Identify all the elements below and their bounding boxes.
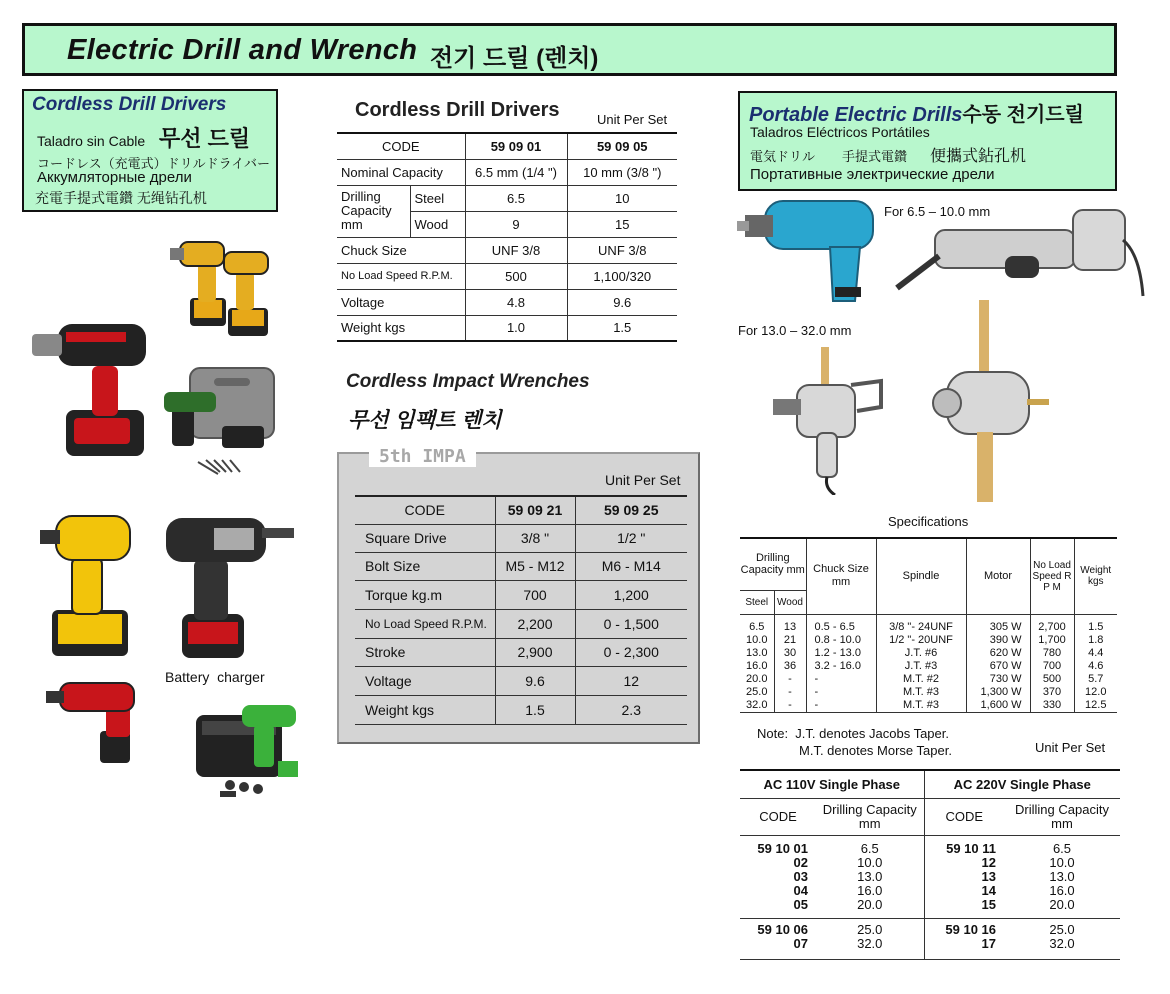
cell-value: 13.0: [1049, 868, 1075, 884]
portable-box-heading-korean: 수동 전기드릴: [962, 104, 1084, 126]
table-row: [740, 918, 1120, 937]
cell-value: 3.2 - 16.0: [814, 659, 861, 672]
cell-value: 6.5 mm (1/4 "): [475, 164, 557, 180]
cell-value: -: [814, 685, 819, 698]
ac-code-table: [740, 769, 1120, 960]
cell-value: 32.0: [746, 698, 768, 711]
row-label: Square Drive: [365, 530, 447, 546]
table-row: [740, 614, 1117, 634]
cell-value: 6.5: [860, 840, 879, 856]
cell-value: 4.4: [1088, 646, 1104, 659]
cell-value: 12.5: [1085, 698, 1107, 711]
cell-value: J.T. #3: [904, 659, 938, 672]
row-label: Drilling Capacity mm: [341, 189, 392, 232]
watermark-label: 5th IMPA: [369, 446, 476, 467]
table-row: [740, 634, 1117, 647]
cell-value: 1.5: [525, 701, 545, 718]
cell-value: 13: [981, 868, 996, 884]
cell-value: 10.0: [1049, 854, 1075, 870]
table-row: [740, 798, 1120, 835]
cell-value: UNF 3/8: [491, 242, 541, 258]
cell-value: 02: [793, 854, 808, 870]
impact-wrench-photo-red: [44, 679, 138, 767]
table-row: [355, 638, 687, 666]
specs-unit: Unit Per Set: [1035, 740, 1106, 755]
row-label: Voltage: [365, 672, 412, 689]
cell-value: 670 W: [989, 659, 1022, 672]
cell-value: 370: [1042, 685, 1062, 698]
portable-drill-photo-blue: [735, 193, 885, 313]
cell-value: 2.3: [621, 701, 641, 718]
cell-value: 0 - 2,300: [603, 644, 659, 660]
cell-value: 20.0: [746, 672, 768, 685]
drill-kit-case-photo: [158, 366, 278, 478]
cell-value: 700: [1042, 659, 1062, 672]
page-title: Electric Drill and Wrench: [67, 34, 418, 66]
cell-value: 390 W: [989, 633, 1022, 646]
column-header: Drilling Capacity mm: [740, 552, 805, 577]
portable-drill-photo-silver-spade: [765, 345, 885, 495]
wrench-spec-table: [355, 495, 687, 725]
cell-value: 10.0: [857, 854, 883, 870]
column-header: Motor: [983, 570, 1013, 583]
cell-value: 21: [783, 633, 797, 646]
wrench-kit-case-photo: [192, 703, 300, 801]
cell-value: 1.8: [1088, 633, 1104, 646]
cell-value: 15: [981, 896, 996, 912]
portable-drill-photo-silver-large: [925, 298, 1055, 508]
table-row: [740, 647, 1117, 660]
wrench-heading-korean: 무선 임팩트 렌치: [348, 409, 502, 432]
cell-value: 14: [981, 882, 996, 898]
cell-value: 305 W: [989, 620, 1022, 633]
table-row: [355, 496, 687, 524]
table-row: [740, 770, 1120, 798]
table-row: [740, 660, 1117, 673]
cell-value: 13.0: [746, 646, 768, 659]
table-row: [337, 263, 677, 289]
code-header: CODE: [404, 502, 445, 519]
cordless-drill-photo-black-red: [30, 318, 150, 463]
cell-value: M.T. #3: [902, 685, 940, 698]
cell-value: 32.0: [1049, 935, 1075, 951]
cell-value: 1,600 W: [980, 698, 1022, 711]
cell-value: 2,900: [517, 644, 553, 660]
column-header: CODE: [945, 809, 984, 824]
table-row: [355, 552, 687, 580]
cell-value: 36: [783, 659, 797, 672]
cell-value: 4.8: [506, 294, 526, 310]
cell-value: -: [814, 672, 819, 685]
cell-value: 10.0: [746, 633, 768, 646]
cell-value: 2,700: [1038, 620, 1066, 633]
column-header: Spindle: [902, 570, 940, 583]
cell-value: 04: [793, 882, 808, 898]
cell-value: 1/2 "- 20UNF: [889, 633, 953, 646]
table-row: [337, 237, 677, 263]
code-header: CODE: [381, 138, 420, 154]
table-row: [355, 580, 687, 609]
wrench-heading: Cordless Impact Wrenches: [346, 371, 590, 392]
cordless-box-ja: コードレス（充電式）ドリルドライバー: [37, 156, 270, 171]
cordless-drill-photo-yellow: [168, 228, 273, 343]
column-header: Wood: [777, 596, 803, 608]
cordless-box-es: Taladro sin Cable: [37, 133, 146, 149]
row-label: Bolt Size: [365, 558, 421, 574]
cell-value: 1,100/320: [593, 268, 652, 284]
portable-label-box: [738, 91, 1117, 191]
impact-wrench-photo-black: [162, 514, 297, 662]
drill-table-heading: Cordless Drill Drivers: [355, 99, 560, 121]
table-row: [740, 884, 1120, 898]
table-row: [740, 898, 1120, 919]
column-header: Chuck Size mm: [813, 563, 869, 589]
title-banner: [22, 23, 1117, 76]
cell-value: 9.6: [525, 672, 545, 689]
cell-value: 07: [793, 935, 808, 951]
cell-value: 1.5: [1088, 620, 1104, 633]
table-row: [740, 870, 1120, 884]
table-row: [337, 133, 677, 159]
cell-value: 780: [1042, 646, 1062, 659]
cell-value: -: [788, 672, 792, 685]
row-label: Nominal Capacity: [341, 164, 443, 180]
cell-value: 0 - 1,500: [603, 615, 659, 632]
cell-value: 0.5 - 6.5: [814, 620, 855, 633]
cell-value: M.T. #2: [902, 672, 940, 685]
cell-value: 25.0: [746, 685, 768, 698]
cell-value: M5 - M12: [505, 558, 565, 574]
portable-drill-photo-silver-long: [895, 200, 1145, 300]
table-row: [355, 695, 687, 724]
code-cell: 59 09 21: [507, 502, 563, 519]
cell-value: 1/2 ": [617, 530, 646, 546]
cordless-box-zh: 充電手提式電鑽 无绳钻孔机: [35, 190, 207, 206]
row-label: Torque kg.m: [365, 586, 443, 603]
cell-value: J.T. #6: [904, 646, 938, 659]
cell-value: 20.0: [857, 896, 883, 912]
cordless-box-heading: Cordless Drill Drivers: [32, 94, 227, 115]
cell-value: 1.5: [613, 320, 632, 336]
cell-value: 330: [1042, 698, 1062, 711]
code-cell: 59 09 01: [490, 138, 542, 154]
table-row: [740, 538, 1117, 590]
portable-box-es: Taladros Eléctricos Portátiles: [750, 124, 930, 140]
column-header: CODE: [759, 809, 797, 824]
cell-value: 5.7: [1088, 672, 1104, 685]
cell-value: 59 10 01: [757, 840, 808, 856]
cell-value: -: [788, 698, 792, 711]
cell-value: 59 10 11: [946, 840, 996, 856]
column-header: Steel: [745, 596, 769, 608]
table-row: [337, 315, 677, 341]
cell-value: 3/8 ": [520, 530, 550, 546]
page-title-korean: 전기 드릴 (렌치): [430, 45, 599, 72]
cell-value: 0.8 - 10.0: [814, 633, 861, 646]
cell-value: 20.0: [1049, 896, 1075, 912]
portable-box-zh2: 便攜式鉆孔机: [930, 148, 1027, 165]
cell-value: UNF 3/8: [598, 242, 647, 258]
cell-value: 700: [523, 586, 547, 603]
row-label: Stroke: [365, 644, 406, 660]
cell-value: 25.0: [1049, 921, 1075, 937]
cell-value: -: [788, 685, 792, 698]
cell-value: M.T. #3: [902, 698, 940, 711]
cell-value: 05: [793, 896, 808, 912]
column-header: Drilling Capacity mm: [1015, 801, 1109, 831]
cell-value: 03: [793, 868, 808, 884]
cell-value: 1.2 - 13.0: [814, 646, 861, 659]
cordless-box-ko: 무선 드릴: [159, 126, 251, 151]
cell-value: 59 10 06: [757, 921, 808, 937]
cell-value: 730 W: [989, 672, 1022, 685]
code-cell: 59 09 25: [604, 502, 659, 519]
cell-value: 6.5: [506, 190, 526, 206]
cell-value: 1,300 W: [980, 685, 1022, 698]
note-jacobs-taper: Note: J.T. denotes Jacobs Taper.: [757, 726, 949, 741]
cell-value: 12.0: [1085, 685, 1107, 698]
specs-table: [740, 537, 1117, 713]
drill-table-unit: Unit Per Set: [597, 112, 668, 127]
cordless-label-box: [22, 89, 278, 212]
cell-value: 9.6: [613, 294, 632, 310]
specs-body: [740, 614, 1117, 712]
ac110-header: AC 110V Single Phase: [763, 776, 901, 792]
column-header: Drilling Capacity mm: [822, 801, 917, 831]
cell-value: 10 mm (3/8 "): [583, 164, 662, 180]
portable-box-heading: Portable Electric Drills: [749, 104, 963, 126]
cell-value: 12: [623, 672, 640, 689]
cell-value: 2,200: [517, 615, 553, 632]
cell-value: 16.0: [746, 659, 768, 672]
range-label-small: For 6.5 – 10.0 mm: [884, 204, 991, 219]
table-row: [740, 699, 1117, 713]
cell-value: 620 W: [989, 646, 1022, 659]
table-row: [355, 609, 687, 638]
cell-value: 13: [783, 620, 797, 633]
table-row: [337, 159, 677, 185]
impact-wrench-photo-yellow: [38, 510, 138, 662]
specs-title: Specifications: [888, 514, 969, 529]
table-row: [740, 686, 1117, 699]
cell-value: 500: [505, 268, 527, 284]
range-label-large: For 13.0 – 32.0 mm: [738, 323, 852, 338]
cell-value: 4.6: [1088, 659, 1104, 672]
row-label: No Load Speed R.P.M.: [341, 270, 453, 282]
table-row: [740, 856, 1120, 870]
column-header: Weight kgs: [1080, 565, 1112, 588]
table-row: [740, 673, 1117, 686]
cell-value: -: [814, 698, 819, 711]
code-cell: 59 09 05: [596, 138, 648, 154]
table-row: [740, 835, 1120, 856]
cell-value: M6 - M14: [601, 558, 661, 574]
cell-value: 15: [615, 216, 630, 232]
cell-value: 17: [981, 935, 996, 951]
table-row: [355, 524, 687, 552]
cell-value: 6.5: [749, 620, 765, 633]
ac-body: [740, 835, 1120, 959]
table-row: [337, 289, 677, 315]
column-header: No Load Speed R P M: [1032, 559, 1072, 593]
table-row: [337, 185, 677, 211]
cell-value: 16.0: [1049, 882, 1075, 898]
cell-value: 16.0: [857, 882, 883, 898]
cell-value: 13.0: [857, 868, 883, 884]
note-morse-taper: M.T. denotes Morse Taper.: [799, 743, 952, 758]
table-row: [740, 937, 1120, 960]
portable-box-heading-line: [749, 98, 1084, 127]
battery-charger-label: Battery charger: [165, 669, 265, 685]
row-label: Voltage: [341, 294, 385, 310]
row-label: Weight kgs: [365, 701, 434, 718]
cell-value: 500: [1042, 672, 1062, 685]
wrench-panel: [337, 446, 700, 744]
cordless-box-ru: Аккумляторные дрели: [37, 169, 192, 186]
portable-box-zh1: 手提式電鑽: [842, 149, 908, 164]
cell-value: 25.0: [857, 921, 883, 937]
portable-box-ja: 電気ドリル: [750, 149, 816, 164]
cell-value: 1,700: [1038, 633, 1066, 646]
row-sublabel: Wood: [414, 216, 449, 232]
row-label: Chuck Size: [341, 242, 407, 258]
cell-value: 1.0: [506, 320, 526, 336]
wrench-unit: Unit Per Set: [605, 472, 681, 488]
cell-value: 3/8 "- 24UNF: [889, 620, 953, 633]
cell-value: 10: [615, 190, 630, 206]
portable-box-ru: Портативные электрические дрели: [750, 166, 995, 183]
cell-value: 12: [981, 854, 996, 870]
cell-value: 30: [783, 646, 797, 659]
cell-value: 9: [512, 216, 520, 232]
row-sublabel: Steel: [414, 190, 445, 206]
table-row: [355, 666, 687, 695]
cell-value: 32.0: [857, 935, 883, 951]
drill-spec-table: [337, 132, 677, 342]
ac220-header: AC 220V Single Phase: [953, 776, 1091, 792]
cell-value: 6.5: [1052, 840, 1072, 856]
row-label: Weight kgs: [341, 320, 406, 336]
cell-value: 1,200: [613, 586, 649, 603]
cell-value: 59 10 16: [945, 921, 996, 937]
row-label: No Load Speed R.P.M.: [365, 616, 487, 631]
